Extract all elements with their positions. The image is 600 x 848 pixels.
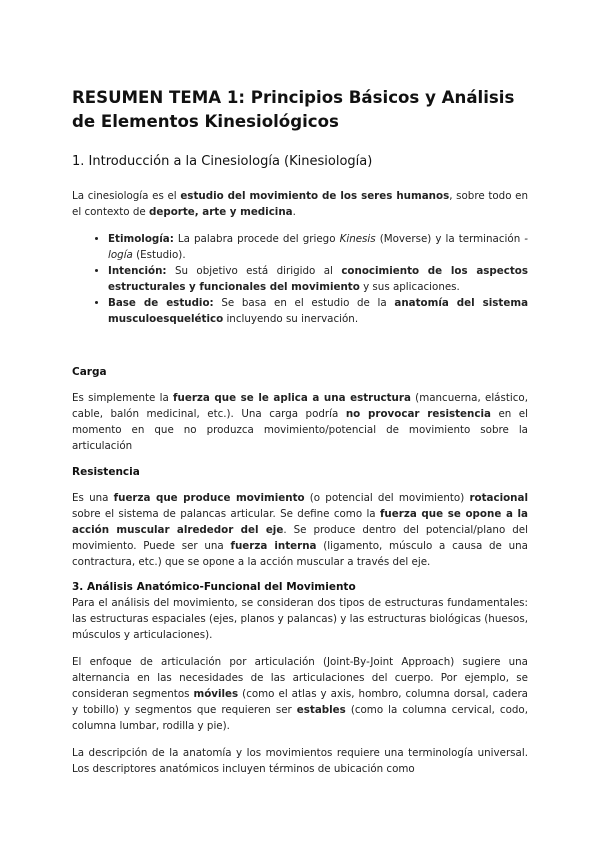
bold-run: fuerza que se opone a la acción muscular alrededor del eje: [72, 508, 529, 536]
resistencia-paragraph: [72, 490, 528, 570]
bullet-etimologia: [108, 231, 528, 263]
bold-run: conocimiento de los aspectos estructurales y funcionales del movimiento: [108, 265, 528, 293]
bullet-base-de-estudio: [108, 295, 528, 327]
text-run: , sobre todo en el contexto de: [72, 190, 529, 218]
text-run: Para el análisis del movimiento, se consideran dos tipos de estructuras fundamentales: las estructuras espaciales (ejes, planos y palancas) y las estructuras biológicas (huesos, músculos y articulaciones).: [72, 597, 528, 641]
section-3-paragraph-3: [72, 745, 528, 777]
text-run: La palabra procede del griego: [173, 233, 340, 245]
text-run: (o potencial del movimiento): [304, 492, 470, 504]
text-run: .: [292, 206, 296, 218]
text-run: (como el atlas y axis, hombro, columna dorsal, cadera y tobillo) y segmentos que requieren ser: [72, 688, 528, 716]
text-run: . Se produce dentro del potencial/plano del movimiento. Puede ser una: [72, 524, 528, 552]
bold-run: no provocar resistencia: [345, 408, 491, 420]
text-run: Se basa en el estudio de la: [213, 297, 395, 309]
carga-heading: Carga: [72, 366, 107, 378]
bold-run: móviles: [193, 688, 239, 700]
section-3-heading: 3. Análisis Anatómico-Funcional del Movimiento: [72, 581, 356, 593]
bullet-intencion: [108, 263, 528, 295]
bold-run: anatomía del sistema musculoesquelético: [108, 297, 529, 325]
bold-run: deporte, arte y medicina: [149, 206, 293, 218]
bold-run: rotacional: [469, 492, 528, 504]
text-run: (mancuerna, elástico, cable, balón medicinal, etc.). Una carga podría: [72, 392, 528, 420]
text-run: (Moverse) y la terminación: [375, 233, 525, 245]
italic-run: Kinesis: [339, 233, 376, 245]
bold-run: estudio del movimiento de los seres humanos: [180, 190, 450, 202]
section-1-heading: 1. Introducción a la Cinesiología (Kinesiología): [72, 154, 373, 169]
bold-run: fuerza que se le aplica a una estructura: [173, 392, 411, 404]
bold-run: estables: [296, 704, 346, 716]
text-run: El enfoque de articulación por articulación (Joint-By-Joint Approach) sugiere una alternancia en las necesidades de las articulaciones del cuerpo. Por ejemplo, se consideran segmentos: [72, 656, 528, 700]
section-1-bullet-list: [72, 231, 528, 327]
text-run: Es simplemente la: [72, 392, 174, 404]
section-3-paragraph-2: [72, 654, 528, 734]
carga-paragraph: [72, 390, 528, 454]
text-run: La cinesiología es el: [72, 190, 181, 202]
text-run: sobre el sistema de palancas articular. Se define como la: [72, 508, 380, 520]
section-1-intro: [72, 188, 528, 220]
text-run: en el momento en que no produzca movimiento/potencial de movimiento sobre la articulación: [72, 408, 528, 452]
bold-run: Etimología:: [108, 233, 174, 245]
bold-run: Intención:: [108, 265, 167, 277]
bold-run: fuerza interna: [230, 540, 317, 552]
text-run: Es una: [72, 492, 114, 504]
resistencia-heading: Resistencia: [72, 466, 140, 478]
text-run: (Estudio).: [132, 249, 186, 261]
text-run: (ligamento, músculo a causa de una contractura, etc.) que se opone a la acción muscular a través del eje.: [72, 540, 528, 568]
text-run: Su objetivo está dirigido al: [166, 265, 342, 277]
text-run: (como la columna cervical, codo, columna lumbar, rodilla y pie).: [72, 704, 528, 732]
bold-run: Base de estudio:: [108, 297, 214, 309]
bold-run: fuerza que produce movimiento: [113, 492, 305, 504]
text-run: y sus aplicaciones.: [359, 281, 460, 293]
text-run: incluyendo su inervación.: [223, 313, 359, 325]
text-run: La descripción de la anatomía y los movimientos requiere una terminología universal. Los descriptores anatómicos incluyen términos de ubicación como: [72, 747, 528, 775]
document-title: RESUMEN TEMA 1: Principios Básicos y Análisis de Elementos Kinesiológicos: [72, 88, 515, 131]
italic-run: -logía: [108, 233, 528, 261]
section-3-paragraph-1: [72, 595, 528, 643]
